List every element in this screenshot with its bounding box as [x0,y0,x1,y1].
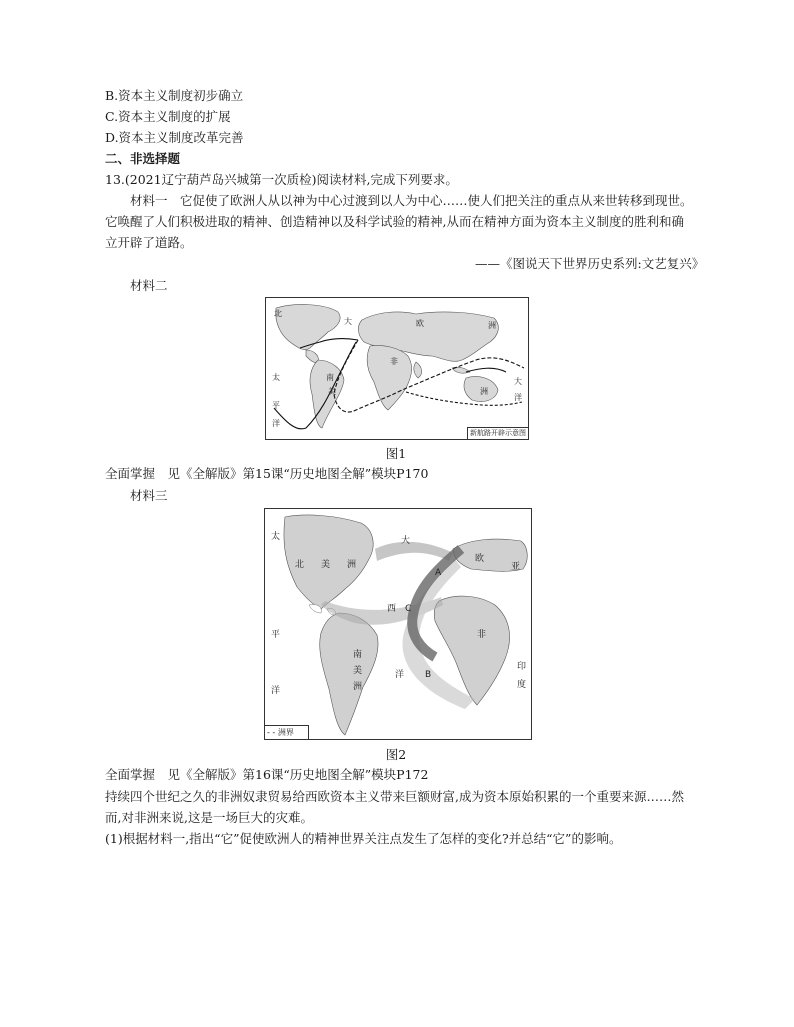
map1-note: 新航路开辟示意图 [467,427,528,439]
material3-line1: 持续四个世纪之久的非洲奴隶贸易给西欧资本主义带来巨额财富,成为资本原始积累的一个重要来源……然 [105,789,684,804]
map2-route-c: C [405,604,412,614]
map1-label-south: 南 [326,373,334,382]
map2-label-america-south: 美 [353,666,363,676]
map2-label-continent-south: 洲 [353,682,363,692]
material3-line2: 而,对非洲来说,这是一场巨大的灾难。 [105,810,313,825]
option-d: D.资本主义制度改革完善 [105,130,244,145]
question-header: 13.(2021辽宁葫芦岛兴城第一次质检)阅读材料,完成下列要求。 [105,172,458,187]
option-b: B.资本主义制度初步确立 [105,88,244,103]
new-routes-map [265,297,529,440]
map1-label-aus-da: 大 [514,377,522,386]
map1-label-north: 北 [274,309,282,318]
section-title: 二、非选择题 [105,151,181,166]
map2-label-india-du: 度 [517,680,527,690]
map1-label-europe: 欧 [416,319,424,328]
map2-label-south: 南 [353,650,363,660]
map2-label-north: 北 [295,560,305,570]
material1-source: ——《图说天下世界历史系列:文艺复兴》 [475,256,705,271]
map1-label-aus-yang: 洋 [514,393,522,402]
map2-label-yang-atlantic: 洋 [395,670,405,680]
map1-label-yang: 洋 [272,419,280,428]
map2-label-continent: 洲 [347,560,357,570]
map2-route-b: B [425,670,432,680]
map1-label-ping: 平 [272,401,280,410]
map2-label-europe: 欧 [475,554,485,564]
map2-label-tai: 太 [271,532,281,542]
triangular-trade-map [264,508,532,740]
map2-label-yang: 洋 [271,686,281,696]
subquestion-1: (1)根据材料一,指出“它”促使欧洲人的精神世界关注点发生了怎样的变化?并总结“它”的影响。 [105,831,622,846]
figure1-reference: 全面掌握 见《全解版》第15课“历史地图全解”模块P170 [105,466,429,481]
map2-label-asia: 亚 [511,562,521,572]
material2-label: 材料二 [130,278,168,293]
map1-label-tai: 太 [272,373,280,382]
boundary-dash-icon: ‐ ‐ [267,728,278,737]
figure2-reference: 全面掌握 见《全解版》第16课“历史地图全解”模块P172 [105,767,429,782]
map2-route-a: A [435,568,442,578]
material1-line3: 立开辟了道路。 [105,235,193,250]
map2-legend-label: 洲界 [277,728,294,737]
material3-label: 材料三 [130,488,168,503]
material1-line1: 材料一 它促使了欧洲人从以神为中心过渡到以人为中心……使人们把关注的重点从来世转移到现世。 [130,193,693,208]
map2-legend [265,725,309,739]
map2-label-ping: 平 [271,630,281,640]
map1-label-america: 美 [328,387,336,396]
map2-label-da: 大 [401,536,411,546]
map2-label-america: 美 [321,560,331,570]
map2-label-india-yin: 印 [517,662,527,672]
figure2-caption: 图2 [385,747,407,762]
map2-label-africa: 非 [477,630,487,640]
map1-label-aus-zhou: 洲 [480,387,488,396]
map1-label-africa: 非 [390,357,398,366]
map1-label-zhou: 洲 [488,321,496,330]
map2-label-xi: 西 [387,604,397,614]
figure1-caption: 图1 [385,446,407,461]
map1-label-ocean-da: 大 [344,317,352,326]
material1-line2: 它唤醒了人们积极进取的精神、创造精神以及科学试验的精神,从而在精神方面为资本主义制度的胜利和确 [105,214,684,229]
option-c: C.资本主义制度的扩展 [105,109,231,124]
